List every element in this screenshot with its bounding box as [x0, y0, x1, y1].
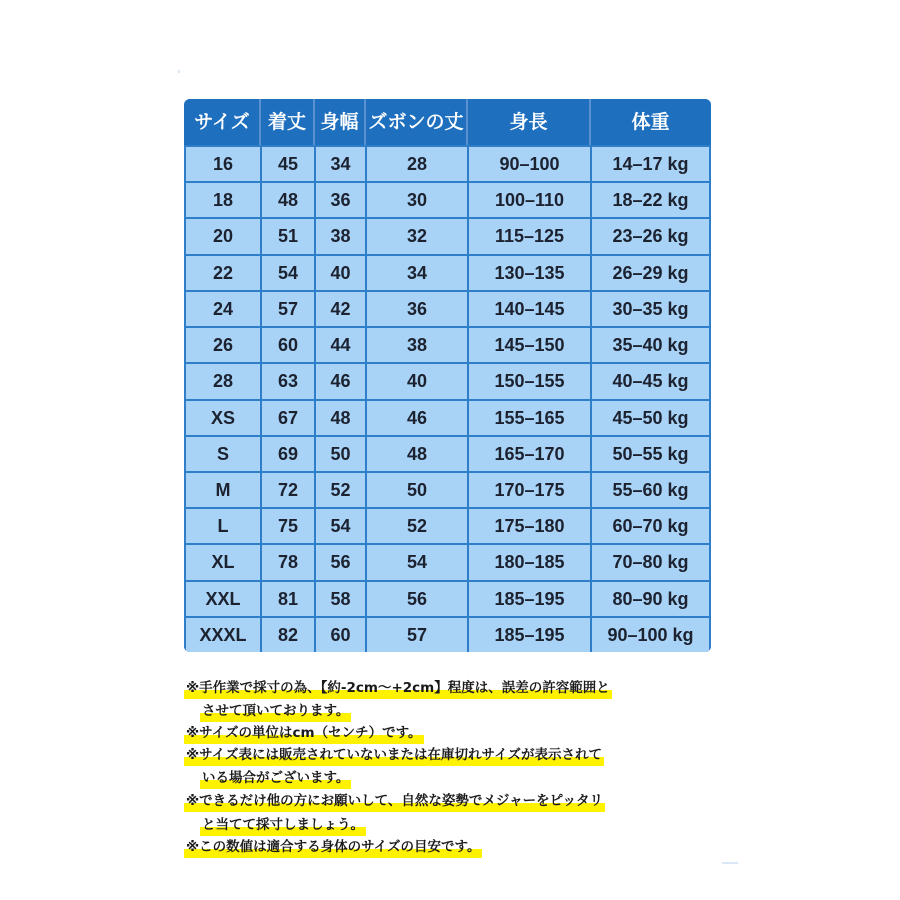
table-body	[184, 145, 711, 652]
cell-height: 90–100	[469, 147, 590, 181]
header-divider	[259, 99, 261, 145]
note-line: ※この数値は適合する身体のサイズの目安です。	[186, 839, 481, 855]
table-header	[184, 99, 711, 145]
cell-length: 67	[262, 401, 314, 435]
cell-weight: 60–70 kg	[592, 509, 709, 543]
cell-size: XS	[186, 401, 260, 435]
cell-length: 75	[262, 509, 314, 543]
note-line: ※サイズ表には販売されていないまたは在庫切れサイズが表示されて	[186, 747, 602, 763]
cell-size: 22	[186, 256, 260, 290]
note-line: ※サイズの単位はcm（センチ）です。	[186, 725, 422, 741]
cell-weight: 14–17 kg	[592, 147, 709, 181]
cell-pants: 40	[367, 364, 467, 399]
cell-height: 100–110	[469, 183, 590, 217]
cell-width: 40	[316, 256, 365, 290]
cell-size: 24	[186, 292, 260, 326]
cell-size: 16	[186, 147, 260, 181]
stray-mark	[722, 862, 738, 864]
header-divider	[364, 99, 366, 145]
cell-width: 46	[316, 364, 365, 399]
cell-height: 185–195	[469, 618, 590, 652]
cell-pants: 28	[367, 147, 467, 181]
cell-size: 20	[186, 219, 260, 254]
note-line: ※手作業で採寸の為、【約-2cm〜+2cm】程度は、誤差の許容範囲と	[186, 680, 610, 696]
cell-height: 185–195	[469, 582, 590, 616]
cell-length: 54	[262, 256, 314, 290]
cell-width: 38	[316, 219, 365, 254]
header-divider	[313, 99, 315, 145]
cell-length: 63	[262, 364, 314, 399]
note-line: いる場合がございます。	[202, 770, 350, 786]
header-divider	[466, 99, 468, 145]
cell-pants: 46	[367, 401, 467, 435]
header-pants: ズボンの丈	[368, 111, 464, 133]
cell-weight: 35–40 kg	[592, 328, 709, 362]
cell-pants: 32	[367, 219, 467, 254]
cell-weight: 45–50 kg	[592, 401, 709, 435]
stray-mark	[178, 70, 180, 73]
cell-size: XL	[186, 545, 260, 580]
header-width: 身幅	[320, 111, 359, 133]
cell-weight: 80–90 kg	[592, 582, 709, 616]
cell-length: 45	[262, 147, 314, 181]
cell-height: 145–150	[469, 328, 590, 362]
cell-width: 50	[316, 437, 365, 471]
cell-length: 82	[262, 618, 314, 652]
cell-size: M	[186, 473, 260, 507]
cell-length: 69	[262, 437, 314, 471]
note-line: ※できるだけ他の方にお願いして、自然な姿勢でメジャーをピッタリ	[186, 793, 604, 809]
cell-weight: 40–45 kg	[592, 364, 709, 399]
cell-weight: 50–55 kg	[592, 437, 709, 471]
cell-pants: 56	[367, 582, 467, 616]
cell-size: 18	[186, 183, 260, 217]
cell-length: 51	[262, 219, 314, 254]
cell-pants: 30	[367, 183, 467, 217]
cell-width: 44	[316, 328, 365, 362]
cell-height: 140–145	[469, 292, 590, 326]
cell-length: 48	[262, 183, 314, 217]
cell-width: 36	[316, 183, 365, 217]
cell-height: 175–180	[469, 509, 590, 543]
note-line: と当てて採寸しましょう。	[202, 817, 364, 833]
cell-pants: 52	[367, 509, 467, 543]
header-divider	[589, 99, 591, 145]
cell-pants: 50	[367, 473, 467, 507]
cell-pants: 48	[367, 437, 467, 471]
cell-width: 48	[316, 401, 365, 435]
cell-length: 81	[262, 582, 314, 616]
cell-height: 165–170	[469, 437, 590, 471]
cell-weight: 26–29 kg	[592, 256, 709, 290]
cell-length: 78	[262, 545, 314, 580]
header-weight: 体重	[631, 111, 670, 133]
cell-width: 42	[316, 292, 365, 326]
cell-weight: 55–60 kg	[592, 473, 709, 507]
cell-height: 150–155	[469, 364, 590, 399]
size-chart-table	[184, 99, 711, 652]
header-height: 身長	[509, 111, 548, 133]
cell-weight: 18–22 kg	[592, 183, 709, 217]
cell-length: 60	[262, 328, 314, 362]
cell-width: 60	[316, 618, 365, 652]
cell-width: 34	[316, 147, 365, 181]
cell-size: XXL	[186, 582, 260, 616]
header-size: サイズ	[194, 111, 250, 133]
cell-weight: 90–100 kg	[592, 618, 709, 652]
cell-height: 170–175	[469, 473, 590, 507]
cell-width: 58	[316, 582, 365, 616]
cell-height: 180–185	[469, 545, 590, 580]
cell-pants: 38	[367, 328, 467, 362]
cell-weight: 70–80 kg	[592, 545, 709, 580]
cell-height: 130–135	[469, 256, 590, 290]
cell-size: 28	[186, 364, 260, 399]
cell-pants: 34	[367, 256, 467, 290]
cell-width: 56	[316, 545, 365, 580]
cell-height: 155–165	[469, 401, 590, 435]
cell-pants: 57	[367, 618, 467, 652]
cell-length: 57	[262, 292, 314, 326]
cell-pants: 36	[367, 292, 467, 326]
cell-size: 26	[186, 328, 260, 362]
header-length: 着丈	[267, 111, 306, 133]
cell-pants: 54	[367, 545, 467, 580]
cell-height: 115–125	[469, 219, 590, 254]
cell-size: L	[186, 509, 260, 543]
cell-size: S	[186, 437, 260, 471]
cell-width: 54	[316, 509, 365, 543]
cell-width: 52	[316, 473, 365, 507]
cell-length: 72	[262, 473, 314, 507]
cell-weight: 30–35 kg	[592, 292, 709, 326]
cell-weight: 23–26 kg	[592, 219, 709, 254]
note-line: させて頂いております。	[202, 703, 350, 719]
cell-size: XXXL	[186, 618, 260, 652]
